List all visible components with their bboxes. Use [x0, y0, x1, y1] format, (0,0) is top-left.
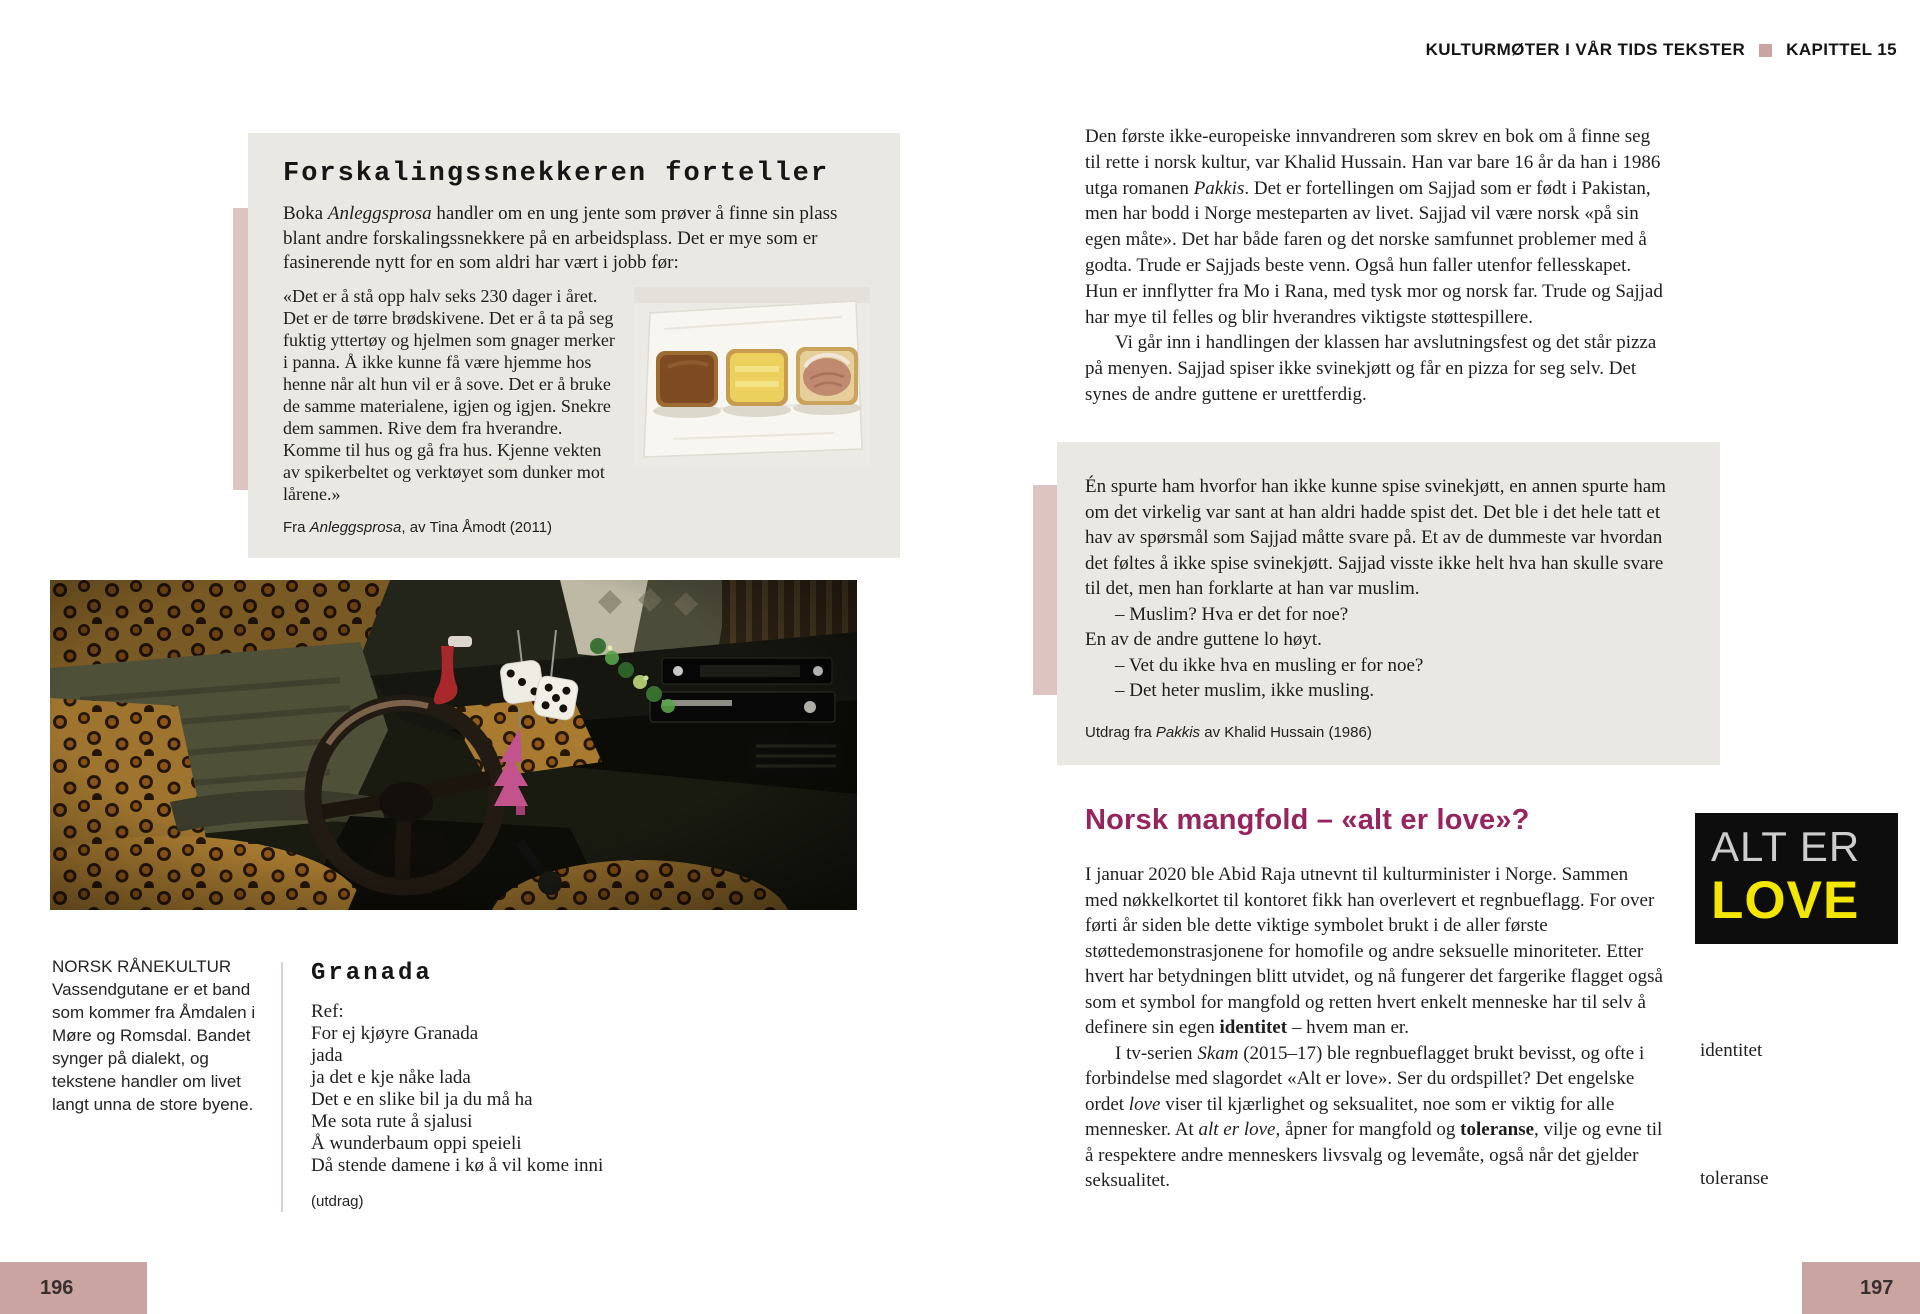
- dialogue-line: – Vet du ikke hva en musling er for noe?: [1115, 654, 1424, 676]
- song-title: Granada: [311, 960, 433, 987]
- margin-note-toleranse: toleranse: [1700, 1168, 1769, 1189]
- excerpt-intro: Boka Anleggsprosa handler om en ung jente som prøver å finne sin plass blant andre forskalingssnekkere på en arbeidsplass. Det er mye som er fasinerende nytt for en som aldri har vært i jobb før:: [283, 203, 838, 273]
- caption-title: NORSK RÅNEKULTUR: [52, 957, 232, 976]
- chapter-marker-square-icon: [1759, 44, 1772, 57]
- main-text-column: [1085, 124, 1663, 408]
- body-paragraph: I januar 2020 ble Abid Raja utnevnt til kulturminister i Norge. Sammen med nøkkelkortet til kontoret fikk han overlevert et regnbueflagg. For over førti år siden ble dette viktige symbolet brukt i de aller første støttedemonstrasjonene for homofile og andre seksuelle minoriteter. Etter hvert har betydningen blitt utvidet, og nå fungerer det fargerike flagget også som et symbol for mangfold og retten hvert enkelt menneske har til selv å definere sin egen identitet – hvem man er.: [1085, 864, 1663, 1038]
- page-number-block-left: [0, 1262, 147, 1314]
- excerpt-title: Forskalingssnekkeren forteller: [283, 159, 830, 189]
- dialogue-line: – Muslim? Hva er det for noe?: [1115, 603, 1349, 625]
- quote-box-accent-stripe: [1033, 485, 1057, 695]
- song-excerpt-note: (utdrag): [311, 1193, 364, 1210]
- body-paragraph: I tv-serien Skam (2015–17) ble regnbueflagget brukt bevisst, og ofte i forbindelse med slagordet «Alt er love». Ser du ordspillet? Det engelske ordet love viser til kjærlighet og seksualitet, noe som er viktig for alle mennesker. At alt er love, åpner for mangfold og toleranse, vilje og evne til å respektere andre menneskers livsvalg og levemåte, også når det gjelder seksualitet.: [1085, 1042, 1663, 1191]
- body-paragraph: Vi går inn i handlingen der klassen har avslutningsfest og det står pizza på menyen. Sajjad spiser ikke svinekjøtt og får en pizza for seg selv. Det synes de andre guttene er urettferdig.: [1085, 332, 1657, 405]
- song-granada: [311, 960, 741, 1210]
- dialogue-line: En av de andre guttene lo høyt.: [1085, 629, 1322, 650]
- excerpt-attribution: Fra Anleggsprosa, av Tina Åmodt (2011): [283, 518, 553, 536]
- alt-er-love-logo: [1695, 813, 1898, 944]
- caption-song-divider: [281, 962, 283, 1212]
- logo-line-alt-er: ALT ER: [1711, 823, 1861, 870]
- lyric-line: jada: [311, 1045, 343, 1066]
- lyric-line: Me sota rute å sjalusi: [311, 1111, 473, 1132]
- lyric-line: Då stende damene i kø å vil kome inni: [311, 1155, 604, 1176]
- section-heading: Norsk mangfold – «alt er love»?: [1085, 804, 1530, 836]
- chapter-label: KAPITTEL 15: [1786, 40, 1897, 59]
- excerpt-quote: «Det er å stå opp halv seks 230 dager i året. Det er de tørre brødskivene. Det er å ta på seg fuktig yttertøy og hjelmen som gnager merker i panna. Å ikke kunne få være hjemme hos henne når alt hun vil er å sove. Det er å bruke de samme materialene, igjen og igjen. Snekre dem sammen. Rive dem fra hverandre. Komme til hus og gå fra hus. Kjenne vekten av spikerbeltet og verktøyet som dunker mot lårene.»: [283, 285, 615, 504]
- page-number-block-right: [1802, 1262, 1920, 1314]
- page-number-left: 196: [40, 1276, 74, 1299]
- lyric-line: ja det e kje nåke lada: [311, 1067, 471, 1088]
- car-interior-photo: [50, 580, 857, 910]
- quote-box-pakkis: [1057, 442, 1720, 765]
- running-header: [1426, 40, 1897, 60]
- sandwich-photo: [634, 287, 870, 467]
- page-number-right: 197: [1860, 1276, 1894, 1299]
- lyric-line: Det e en slike bil ja du må ha: [311, 1089, 533, 1110]
- running-title: KULTURMØTER I VÅR TIDS TEKSTER: [1425, 40, 1746, 59]
- section-text: [1085, 862, 1663, 1194]
- lyric-line: Ref:: [311, 1001, 344, 1022]
- logo-line-love: LOVE: [1711, 871, 1860, 930]
- excerpt-box-anleggsprosa: [248, 133, 900, 558]
- quote-attribution: Utdrag fra Pakkis av Khalid Hussain (1986): [1085, 723, 1372, 741]
- photo-caption: [52, 955, 264, 1116]
- margin-note-identitet: identitet: [1700, 1040, 1763, 1061]
- caption-body: Vassendgutane er et band som kommer fra Åmdalen i Møre og Romsdal. Bandet synger på dialekt, og tekstene handler om livet langt unna de store byene.: [52, 980, 256, 1114]
- excerpt-box-accent-stripe: [233, 208, 248, 490]
- lyric-line: For ej kjøyre Granada: [311, 1023, 479, 1044]
- quote-body: Én spurte ham hvorfor han ikke kunne spise svinekjøtt, en annen spurte ham om det virkelig var sant at han aldri hadde spist det. Det ble i det hele tatt et hav av spørsmål som Sajjad måtte svare på. Et av de dummeste var hvordan det føltes å ikke spise svinekjøtt. Sajjad visste ikke helt hva han skulle svare til det, men han forklarte at han var muslim.: [1085, 476, 1666, 599]
- lyric-line: Å wunderbaum oppi speieli: [311, 1133, 522, 1154]
- body-paragraph: Den første ikke-europeiske innvandreren som skrev en bok om å finne seg til rette i norsk kultur, var Khalid Hussain. Han var bare 16 år da han i 1986 utga romanen Pakkis. Det er fortellingen om Sajjad som er født i Pakistan, men har bodd i Norge mesteparten av livet. Sajjad vil være norsk «på sin egen måte». Det har både faren og det norske samfunnet problemer med å godta. Trude er Sajjads beste venn. Også hun faller utenfor fellesskapet. Hun er innflytter fra Mo i Rana, med tysk mor og norsk far. Trude og Sajjad har mye til felles og blir hverandres viktigste støttespillere.: [1085, 126, 1663, 328]
- dialogue-line: – Det heter muslim, ikke musling.: [1115, 680, 1375, 701]
